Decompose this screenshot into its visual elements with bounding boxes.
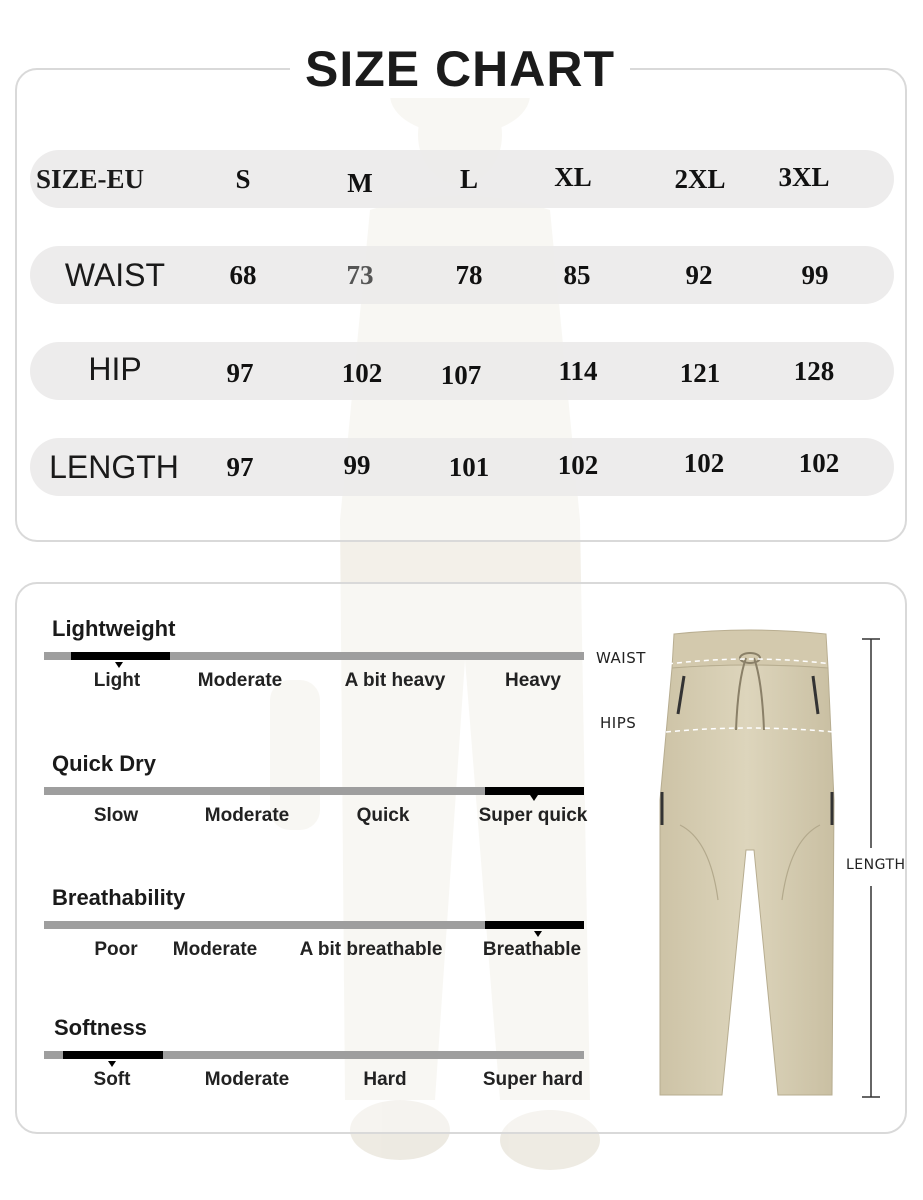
waist-row-label: WAIST — [64, 256, 166, 293]
hip-row-label: HIP — [88, 350, 142, 387]
size-header-cell: M — [347, 167, 373, 198]
rating-title: Lightweight — [52, 616, 176, 641]
rating-option: Hard — [363, 1069, 407, 1090]
length-cell: 102 — [798, 447, 840, 478]
rating-option: Moderate — [204, 1069, 290, 1090]
rating-lightweight — [44, 616, 584, 696]
rating-option: Poor — [94, 939, 138, 960]
hips-measure-label: HIPS — [600, 714, 637, 732]
rating-option: Moderate — [204, 805, 290, 826]
waist-cell: 78 — [455, 259, 483, 290]
rating-option: Super hard — [482, 1069, 584, 1090]
size-header-row — [30, 150, 894, 208]
length-cell: 102 — [557, 449, 599, 480]
size-header-cell: L — [459, 163, 478, 194]
hip-row — [30, 342, 894, 400]
rating-quick-dry — [44, 751, 588, 831]
rating-pointer — [530, 795, 538, 801]
page-title: SIZE CHART — [305, 41, 615, 97]
rating-title: Quick Dry — [52, 751, 156, 776]
waist-cell: 73 — [346, 259, 374, 290]
rating-pointer — [115, 662, 123, 668]
length-cell: 102 — [683, 447, 725, 478]
hip-cell: 114 — [558, 355, 598, 386]
rating-breathability — [44, 885, 584, 965]
length-cell: 101 — [448, 451, 490, 482]
rating-option: Soft — [93, 1069, 131, 1090]
size-header-cell: 2XL — [674, 163, 726, 194]
length-row-label: LENGTH — [49, 448, 179, 485]
waist-measure-label: WAIST — [596, 649, 646, 667]
size-header-cell: 3XL — [778, 161, 830, 192]
hip-cell: 128 — [793, 355, 835, 386]
hip-cell: 121 — [679, 357, 721, 388]
waist-cell: 68 — [229, 259, 257, 290]
length-cell: 97 — [226, 451, 254, 482]
rating-option: Heavy — [505, 670, 561, 691]
rating-pointer — [108, 1061, 116, 1067]
rating-fill — [485, 787, 584, 795]
rating-option: Slow — [93, 805, 139, 826]
pants-product-image — [650, 620, 850, 1110]
rating-fill — [71, 652, 170, 660]
rating-option: Breathable — [482, 939, 582, 960]
waist-cell: 85 — [563, 259, 591, 290]
rating-option: Light — [93, 670, 141, 691]
waist-cell: 99 — [801, 259, 829, 290]
hip-cell: 102 — [341, 357, 383, 388]
rating-option: A bit breathable — [299, 939, 443, 960]
length-measure-label: LENGTH — [846, 857, 906, 873]
waist-row — [30, 246, 894, 304]
rating-title: Softness — [54, 1015, 147, 1040]
rating-fill — [63, 1051, 163, 1059]
rating-fill — [485, 921, 584, 929]
rating-option: Quick — [356, 805, 410, 826]
length-row — [30, 438, 894, 496]
size-header-label: SIZE-EU — [35, 163, 145, 194]
rating-option: A bit heavy — [344, 670, 446, 691]
waist-cell: 92 — [685, 259, 713, 290]
size-header-cell: S — [235, 163, 251, 194]
rating-title: Breathability — [52, 885, 186, 910]
length-ruler-icon — [858, 638, 884, 1098]
length-cell: 99 — [343, 449, 371, 480]
size-header-cell: XL — [554, 161, 592, 192]
rating-pointer — [534, 931, 542, 937]
rating-softness — [44, 1015, 584, 1095]
rating-option: Moderate — [172, 939, 258, 960]
rating-option: Moderate — [197, 670, 283, 691]
hip-cell: 97 — [226, 357, 254, 388]
title-container — [290, 40, 630, 98]
hip-cell: 107 — [440, 359, 482, 390]
rating-option: Super quick — [478, 805, 588, 826]
